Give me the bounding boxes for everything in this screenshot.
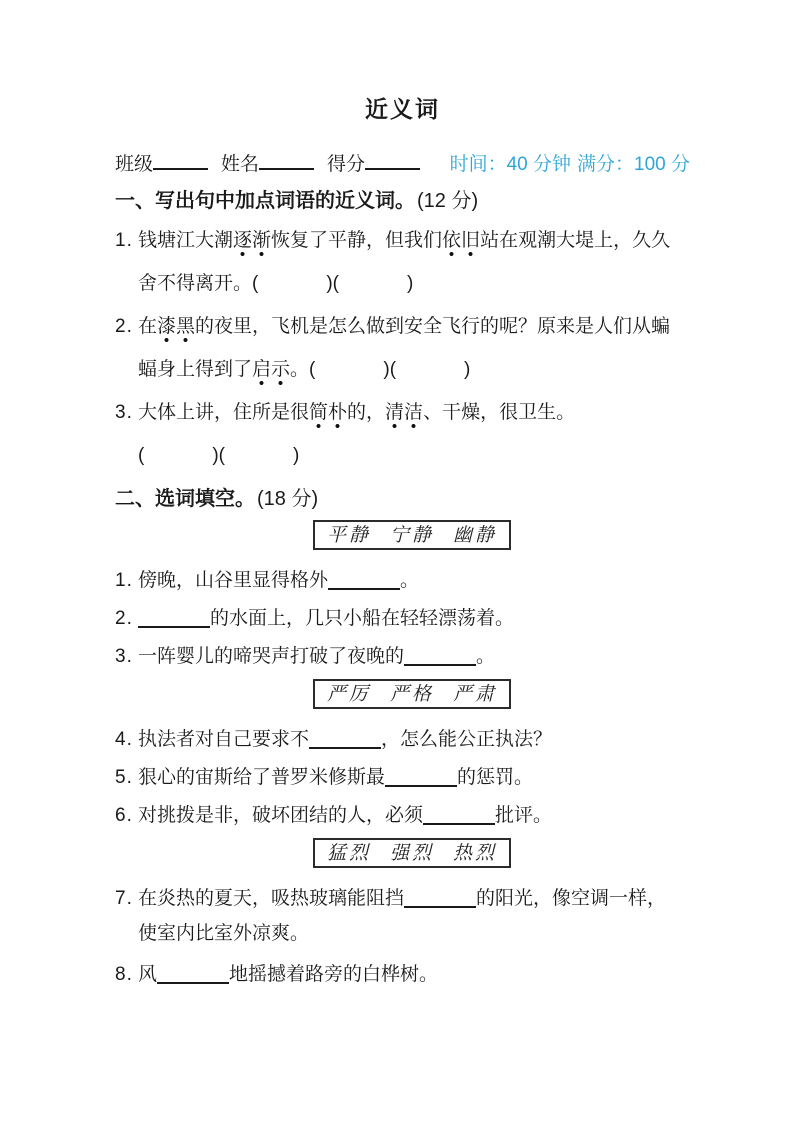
dotted-word: 依旧	[442, 230, 480, 257]
bank-word: 平静	[327, 524, 372, 546]
dotted-word: 简朴	[309, 402, 347, 429]
class-blank	[153, 146, 208, 170]
text-segment: ，怎么能公正执法？	[381, 729, 553, 750]
name-blank	[259, 146, 314, 170]
text-segment: 对挑拨是非，破坏团结的人，必须	[138, 805, 424, 826]
class-field	[115, 146, 208, 178]
class-label: 班级	[115, 154, 154, 175]
question-line	[115, 603, 690, 629]
text-segment: 在	[138, 316, 158, 337]
answer-blank	[138, 603, 210, 628]
close-paren: )	[292, 445, 300, 466]
answer-blank	[385, 762, 457, 787]
open-paren: (	[252, 273, 259, 294]
dotted-word: 漆黑	[157, 316, 195, 343]
time-info: 时间：40 分钟	[449, 154, 572, 175]
question-item	[115, 959, 690, 985]
text-segment: 的，	[347, 402, 386, 423]
close-paren: )	[212, 445, 219, 466]
text-segment: 大体上讲，住所是很	[138, 402, 310, 423]
section1-title: 一、写出句中加点词语的近义词。	[115, 190, 415, 212]
open-paren: (	[309, 359, 316, 380]
answer-blank	[423, 800, 495, 825]
question-line	[115, 443, 690, 469]
answer-blank	[404, 641, 476, 666]
text-segment: 。	[400, 570, 420, 591]
bank-word: 热烈	[452, 842, 497, 864]
question-item	[115, 565, 690, 591]
answer-blank	[309, 724, 381, 749]
question-line	[115, 883, 690, 909]
question-line	[115, 959, 690, 985]
section2-score: (18 分)	[257, 488, 319, 510]
question-item	[115, 228, 690, 297]
section2-title: 二、选词填空。	[115, 488, 255, 510]
header-fields	[115, 146, 420, 178]
dotted-word: 清洁	[385, 402, 423, 429]
answer-parens	[252, 271, 413, 297]
text-segment: 地摇撼着路旁的白桦树。	[229, 964, 439, 985]
word-bank	[313, 679, 511, 709]
name-field	[221, 146, 314, 178]
item-number: 8.	[115, 964, 133, 985]
text-segment: 恢复了平静，但我们	[271, 230, 443, 251]
bank-word: 宁静	[389, 524, 434, 546]
bank-word: 强烈	[389, 842, 434, 864]
bank-word: 严厉	[327, 683, 372, 705]
text-segment: 。	[476, 646, 496, 667]
text-segment: 在炎热的夏天，吸热玻璃能阻挡	[138, 888, 405, 909]
item-number: 7.	[115, 888, 133, 909]
section2-body	[115, 520, 690, 985]
close-paren: )	[407, 273, 414, 294]
fullscore-info: 满分：100 分	[577, 154, 690, 175]
text-segment: 。	[290, 359, 310, 380]
section1-heading	[115, 188, 690, 214]
text-segment: 蝠身上得到了	[138, 359, 253, 380]
item-number: 2.	[115, 608, 133, 629]
text-segment: 傍晚，山谷里显得格外	[138, 570, 329, 591]
bank-word: 幽静	[452, 524, 497, 546]
text-segment: 批评。	[495, 805, 553, 826]
item-number: 2.	[115, 316, 133, 337]
text-segment: 的惩罚。	[457, 767, 534, 788]
close-paren: )	[383, 359, 390, 380]
question-line	[115, 641, 690, 667]
section2-heading	[115, 486, 690, 512]
question-item	[115, 314, 690, 383]
item-number: 6.	[115, 805, 133, 826]
bank-word: 严肃	[452, 683, 497, 705]
text-segment: 舍不得离开。	[138, 273, 253, 294]
exam-meta	[450, 152, 690, 178]
close-paren: )	[464, 359, 471, 380]
word-bank	[313, 520, 511, 550]
question-item	[115, 883, 690, 947]
item-number: 1.	[115, 570, 133, 591]
dotted-word: 启示	[252, 359, 290, 386]
text-segment: 执法者对自己要求不	[138, 729, 310, 750]
question-item	[115, 400, 690, 469]
question-line	[115, 565, 690, 591]
item-number: 4.	[115, 729, 133, 750]
text-segment: 的夜里，飞机是怎么做到安全飞行的呢？原来是人们从蝙	[195, 316, 671, 337]
question-item	[115, 641, 690, 667]
name-label: 姓名	[221, 154, 260, 175]
section1-body	[115, 228, 690, 469]
question-line	[115, 762, 690, 788]
item-number: 3.	[115, 646, 133, 667]
answer-blank	[404, 883, 476, 908]
close-paren: )	[326, 273, 333, 294]
text-segment: 、干燥，很卫生。	[423, 402, 576, 423]
text-segment: 狠心的宙斯给了普罗米修斯最	[138, 767, 386, 788]
question-line	[115, 800, 690, 826]
answer-parens	[138, 443, 299, 469]
section1-score: (12 分)	[417, 190, 479, 212]
question-line	[115, 724, 690, 750]
question-item	[115, 724, 690, 750]
answer-parens	[309, 357, 470, 383]
score-field	[327, 146, 420, 178]
score-label: 得分	[327, 154, 366, 175]
item-number: 1.	[115, 230, 133, 251]
item-number: 5.	[115, 767, 133, 788]
open-paren: (	[389, 359, 397, 380]
question-line	[115, 314, 690, 340]
answer-blank	[157, 959, 229, 984]
text-segment: 的阳光，像空调一样，	[476, 888, 667, 909]
score-blank	[365, 146, 420, 170]
bank-word: 猛烈	[327, 842, 372, 864]
answer-blank	[328, 565, 400, 590]
open-paren: (	[218, 445, 225, 466]
text-segment: 的水面上，几只小船在轻轻漂荡着。	[210, 608, 515, 629]
text-segment: 钱塘江大潮	[138, 230, 234, 251]
question-line	[115, 400, 690, 426]
page-title: 近义词	[365, 96, 440, 122]
open-paren: (	[138, 445, 145, 466]
question-item	[115, 800, 690, 826]
text-segment: 站在观潮大堤上，久久	[480, 230, 671, 251]
item-number: 3.	[115, 402, 133, 423]
bank-word: 严格	[389, 683, 434, 705]
word-bank	[313, 838, 511, 868]
dotted-word: 逐渐	[233, 230, 271, 257]
open-paren: (	[332, 273, 339, 294]
question-line	[115, 357, 690, 383]
text-segment: 使室内比室外凉爽。	[138, 923, 310, 944]
question-item	[115, 603, 690, 629]
text-segment: 一阵婴儿的啼哭声打破了夜晚的	[138, 646, 405, 667]
header-row	[115, 146, 690, 175]
question-line	[115, 271, 690, 297]
text-segment: 风	[138, 964, 158, 985]
question-line	[115, 921, 690, 947]
question-line	[115, 228, 690, 254]
question-item	[115, 762, 690, 788]
